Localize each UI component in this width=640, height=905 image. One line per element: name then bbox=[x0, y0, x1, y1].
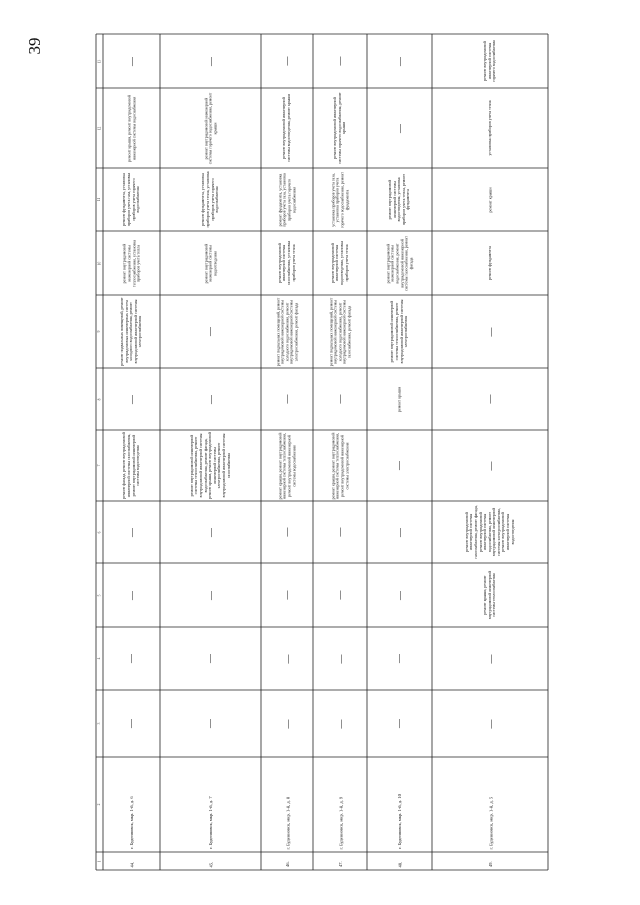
table-cell-text: — bbox=[484, 327, 495, 336]
table-cell-text: ремонт фундамента, установка приборов учета газа, установка приборов учета горячего водоснабжения bbox=[121, 172, 141, 227]
table-cell bbox=[263, 90, 311, 166]
table-cell bbox=[434, 36, 546, 86]
table-cell bbox=[315, 629, 365, 688]
table-cell-text: — bbox=[334, 394, 345, 404]
row-number bbox=[435, 853, 547, 869]
table-cell bbox=[162, 297, 259, 366]
table-cell-text: ремонт внутридомовой инженерной системы горячего водоснабжения, ремонт крыши bbox=[332, 92, 347, 164]
table-cell bbox=[162, 233, 259, 293]
table-cell-text: ремонт подвальных помещений, ремонт внутридомовых инженерных систем холодного водоснабжения, ремонт внутридомовой инженерной системы электроснабжения bbox=[119, 297, 143, 366]
table-cell-text: — bbox=[484, 654, 495, 663]
table-cell-text: — bbox=[334, 56, 345, 66]
table-cell bbox=[434, 629, 546, 688]
table-cell bbox=[105, 565, 158, 625]
table-cell-text: — bbox=[205, 527, 215, 537]
row-number bbox=[163, 853, 260, 869]
table-cell-text: — bbox=[205, 654, 215, 663]
table-cell-text: — bbox=[394, 527, 404, 537]
table-cell-text: — bbox=[334, 654, 345, 663]
table-cell bbox=[263, 370, 311, 428]
row-address-text: г. Буденновск, мкр. 1-й, д. 10 bbox=[397, 794, 403, 849]
table-cell-text: — bbox=[334, 719, 345, 728]
table-cell-text: ремонт внутридомовой инженерной системы теплоснабжения, установка приборов учета тепла bbox=[121, 239, 141, 287]
table-cell bbox=[315, 503, 365, 561]
column-number-header bbox=[98, 629, 101, 688]
row-address bbox=[316, 758, 366, 851]
table-cell-text: — bbox=[334, 590, 345, 600]
table-cell bbox=[369, 629, 430, 688]
column-number-header-text: 8 bbox=[97, 398, 102, 400]
table-cell-text: — bbox=[281, 394, 292, 404]
table-cell-text: ремонт внутридомовой инженерной системы водоотведения, ремонт крыши bbox=[281, 94, 291, 162]
table-cell bbox=[434, 432, 546, 499]
table-cell-text: ремонт внутридомовой инженерной системы горячего водоснабжения, ремонт крыши bbox=[202, 92, 217, 164]
table-cell bbox=[369, 233, 430, 293]
column-number-header-text: 4 bbox=[97, 657, 102, 660]
table-cell-text: — bbox=[126, 527, 136, 537]
table-cell-text: ремонт крыши bbox=[396, 386, 402, 412]
table-cell bbox=[105, 370, 158, 428]
column-number-header bbox=[98, 432, 101, 499]
table-cell-text: ремонт внутридомовой инженерной системы теплоснабжения, ремонт внутридомовой инженерной системы водоснабжения, ремонт фасада, ремонт крыши, ремонт внутридомовой инженерной системы электроснабжения, ремонт внутридомовой инженерной системы газоснабжения bbox=[188, 432, 231, 499]
table-cell-text: — bbox=[126, 719, 136, 728]
table-cell bbox=[369, 297, 430, 366]
table-cell-text: ремонт внутридомовой инженерной системы водоотведения, установка приборов учета тепла bbox=[329, 240, 349, 286]
table-cell-text: — bbox=[126, 590, 136, 600]
table-cell bbox=[105, 432, 158, 499]
table-cell-text: ремонт крыши, ремонт внутридомовой инженерной системы теплоснабжения, ремонт внутридомовой инженерной системы водоснабжения bbox=[276, 432, 296, 499]
table-cell bbox=[162, 692, 259, 755]
table-cell bbox=[263, 692, 311, 755]
table-cell bbox=[105, 36, 158, 86]
table-cell-text: — bbox=[484, 461, 495, 470]
row-number bbox=[106, 853, 159, 869]
column-number-header-text: 1 bbox=[97, 860, 102, 862]
table-cell-text: — bbox=[334, 527, 345, 537]
column-number-header bbox=[98, 692, 101, 755]
table-cell bbox=[263, 565, 311, 625]
table-cell bbox=[162, 503, 259, 561]
table-cell-text: установка приборов учета газа, установка приборов учета горячего водоснабжения, ремонт фундамента bbox=[329, 171, 349, 228]
table-cell bbox=[434, 233, 546, 293]
table-cell-text: — bbox=[205, 394, 215, 404]
column-number-header bbox=[98, 759, 101, 850]
table-cell bbox=[105, 629, 158, 688]
table-cell-text: — bbox=[205, 590, 215, 600]
table-cell bbox=[315, 565, 365, 625]
table-cell-text: — bbox=[205, 327, 215, 336]
table-cell bbox=[263, 36, 311, 86]
table-cell bbox=[105, 297, 158, 366]
table-cell bbox=[162, 170, 259, 229]
table-cell-text: ремонт крыши bbox=[486, 186, 492, 213]
table-cell-text: ремонт фундамента, установка приборов учета газа, установка приборов учета горячего водоснабжения bbox=[276, 172, 296, 227]
row-number bbox=[316, 853, 366, 869]
table-cell-text: — bbox=[394, 123, 404, 133]
table-cell bbox=[162, 370, 259, 428]
table-cell bbox=[263, 629, 311, 688]
column-number-header-text: 2 bbox=[97, 803, 102, 806]
row-address-text: г. Буденновск, мкр. 1-й, д. 7 bbox=[208, 796, 214, 849]
table-cell bbox=[315, 170, 365, 229]
row-address bbox=[370, 758, 431, 851]
table-cell-text: ремонт подвальных помещений, ремонт внутридомовой инженерной системы холодного водоснабжения, ремонт внутридомовой инженерной системы электроснабжения, ремонт фасада bbox=[274, 297, 298, 366]
table-cell bbox=[434, 370, 546, 428]
table-cell-text: — bbox=[394, 719, 404, 728]
table-cell-text: — bbox=[281, 654, 292, 663]
column-number-header-text: 9 bbox=[97, 330, 102, 333]
table-cell bbox=[434, 503, 546, 561]
table-cell-text: ремонт подвальных помещений, ремонт внутридомовой инженерной системы холодного водоснабжения, ремонт внутридомовой инженерной системы газоснабжения, ремонт фасада bbox=[327, 297, 351, 366]
column-number-header-text: 6 bbox=[97, 531, 102, 533]
row-number-text: 47. bbox=[337, 861, 343, 867]
table-cell bbox=[315, 297, 365, 366]
row-number-text: 49. bbox=[487, 861, 493, 867]
table-cell-text: ремонт внутридомовой инженерной системы водоотведения, установка приборов учета тепла, ремонт фундамента bbox=[387, 173, 411, 226]
table-cell bbox=[263, 233, 311, 293]
table-cell-text: — bbox=[126, 394, 136, 404]
column-number-header bbox=[98, 854, 101, 868]
table-cell bbox=[369, 565, 430, 625]
table-cell bbox=[369, 170, 430, 229]
table-cell-text: установка приборов учета тепла bbox=[486, 100, 492, 156]
table-cell-text: — bbox=[484, 394, 495, 404]
row-address bbox=[106, 758, 159, 851]
table-cell-text: ремонт внутридомовой инженерной системы водоотведения bbox=[202, 243, 217, 283]
table-cell bbox=[162, 565, 259, 625]
table-cell bbox=[369, 90, 430, 166]
table-cell bbox=[434, 692, 546, 755]
table-cell bbox=[162, 629, 259, 688]
table-cell-text: — bbox=[484, 719, 495, 728]
row-address bbox=[264, 758, 312, 851]
row-address-text: г. Буденновск, мкр. 1-й, д. 6 bbox=[129, 796, 135, 849]
table-cell-text: — bbox=[394, 654, 404, 663]
table-cell-text: — bbox=[394, 590, 404, 600]
row-number-text: 45. bbox=[208, 861, 214, 867]
table-cell-text: ремонт крыши, ремонт внутридомовой инженерной системы теплоснабжения, ремонт внутридомовой инженерной системы электроснабжения bbox=[329, 432, 349, 499]
table-cell bbox=[315, 432, 365, 499]
row-address-text: г. Буденновск, мкр. 1-й, д. 8 bbox=[284, 796, 290, 849]
row-number-text: 44. bbox=[129, 861, 135, 867]
table-cell bbox=[369, 432, 430, 499]
table-cell-text: ремонт крыши, ремонт внутридомовой инженерной системы теплоснабжения bbox=[482, 570, 497, 620]
table-cell bbox=[105, 692, 158, 755]
column-number-header bbox=[98, 503, 101, 561]
table-cell bbox=[434, 170, 546, 229]
column-number-header-text: 3 bbox=[97, 722, 102, 725]
table-cell-text: ремонт фундамента bbox=[486, 246, 492, 280]
table-cell-text: ремонт крыши, ремонт внутридомовой инженерной системы водоснабжения bbox=[125, 94, 136, 162]
table-cell-text: — bbox=[281, 527, 292, 537]
table-cell bbox=[105, 503, 158, 561]
row-address bbox=[163, 758, 260, 851]
table-cell bbox=[263, 503, 311, 561]
table-cell bbox=[369, 370, 430, 428]
column-number-header bbox=[98, 170, 101, 229]
column-number-header-text: 13 bbox=[97, 59, 102, 63]
table-cell-text: — bbox=[281, 56, 292, 66]
column-number-header bbox=[98, 297, 101, 366]
table-cell-text: ремонт внутридомовой инженерной системы водоснабжения, ремонт внутридомовой инженерной системы газоснабжения, ремонт фасада bbox=[384, 235, 413, 291]
table-cell bbox=[315, 370, 365, 428]
row-address-text: г. Буденновск, мкр. 1-й, д. 5 bbox=[487, 796, 493, 849]
table-cell-text: — bbox=[205, 719, 215, 728]
row-address-text: г. Буденновск, мкр. 1-й, д. 9 bbox=[337, 796, 343, 849]
column-number-header-text: 5 bbox=[97, 594, 102, 596]
table-cell-text: — bbox=[394, 461, 404, 470]
column-number-header bbox=[98, 565, 101, 625]
table-cell bbox=[315, 233, 365, 293]
table-cell bbox=[105, 233, 158, 293]
column-number-header bbox=[98, 36, 101, 86]
table-cell-text: ремонт внутридомовой инженерной системы теплоснабжения, ремонт внутридомовой инженерной системы электроснабжения bbox=[389, 299, 409, 364]
row-number bbox=[264, 853, 312, 869]
row-number bbox=[370, 853, 431, 869]
table-cell-text: — bbox=[126, 56, 136, 66]
column-number-header-text: 12 bbox=[97, 126, 102, 130]
table-cell bbox=[315, 692, 365, 755]
row-address bbox=[435, 758, 547, 851]
table-cell-text: ремонт фасада, ремонт внутридомовой инженерной системы газоснабжения, ремонт внутридомовой инженерной системы водоотведения bbox=[121, 432, 141, 499]
column-number-header-text: 10 bbox=[97, 261, 102, 265]
table-cell-text: — bbox=[281, 590, 292, 600]
table-cell bbox=[105, 170, 158, 229]
table-cell bbox=[263, 170, 311, 229]
column-number-header-text: 7 bbox=[97, 464, 102, 467]
table-cell bbox=[434, 297, 546, 366]
row-number-text: 48. bbox=[397, 861, 403, 867]
column-number-header bbox=[98, 233, 101, 293]
row-number-text: 46. bbox=[284, 861, 290, 867]
column-number-header bbox=[98, 90, 101, 166]
table-cell-text: ремонт внутридомовой инженерной системы горячего водоснабжения bbox=[482, 40, 497, 82]
table-cell-text: — bbox=[394, 56, 404, 66]
table-cell bbox=[315, 36, 365, 86]
table-cell-text: ремонт внутридомовой инженерной системы газоснабжения, установка приборов учета тепла bbox=[276, 240, 296, 286]
table-cell bbox=[162, 36, 259, 86]
table-cell bbox=[105, 90, 158, 166]
table-cell bbox=[369, 692, 430, 755]
table-cell bbox=[162, 432, 259, 499]
table-cell-text: — bbox=[205, 56, 215, 66]
table-cell-text: — bbox=[126, 654, 136, 663]
table-cell-text: — bbox=[281, 719, 292, 728]
page-number: 39 bbox=[25, 37, 44, 55]
column-number-header bbox=[98, 370, 101, 428]
table-cell bbox=[369, 503, 430, 561]
table-cell bbox=[434, 90, 546, 166]
table-cell bbox=[263, 297, 311, 366]
table-cell bbox=[162, 90, 259, 166]
table-cell bbox=[369, 36, 430, 86]
table-cell bbox=[434, 565, 546, 625]
column-number-header-text: 11 bbox=[97, 197, 102, 202]
table-cell bbox=[263, 432, 311, 499]
table-cell-text: ремонт внутридомовой инженерной системы газоснабжения, ремонт фасада, ремонт внутридомовой инженерной системы водоснабжения, ремонт внутридомовой инженерной системы электроснабжения, ремонт внутридомовой инженерной системы водоотведения bbox=[463, 505, 515, 559]
table-cell bbox=[315, 90, 365, 166]
table-cell-text: ремонт фундамента, установка приборов учета тепла, установка приборов учета горячего водоснабжения bbox=[200, 171, 220, 228]
